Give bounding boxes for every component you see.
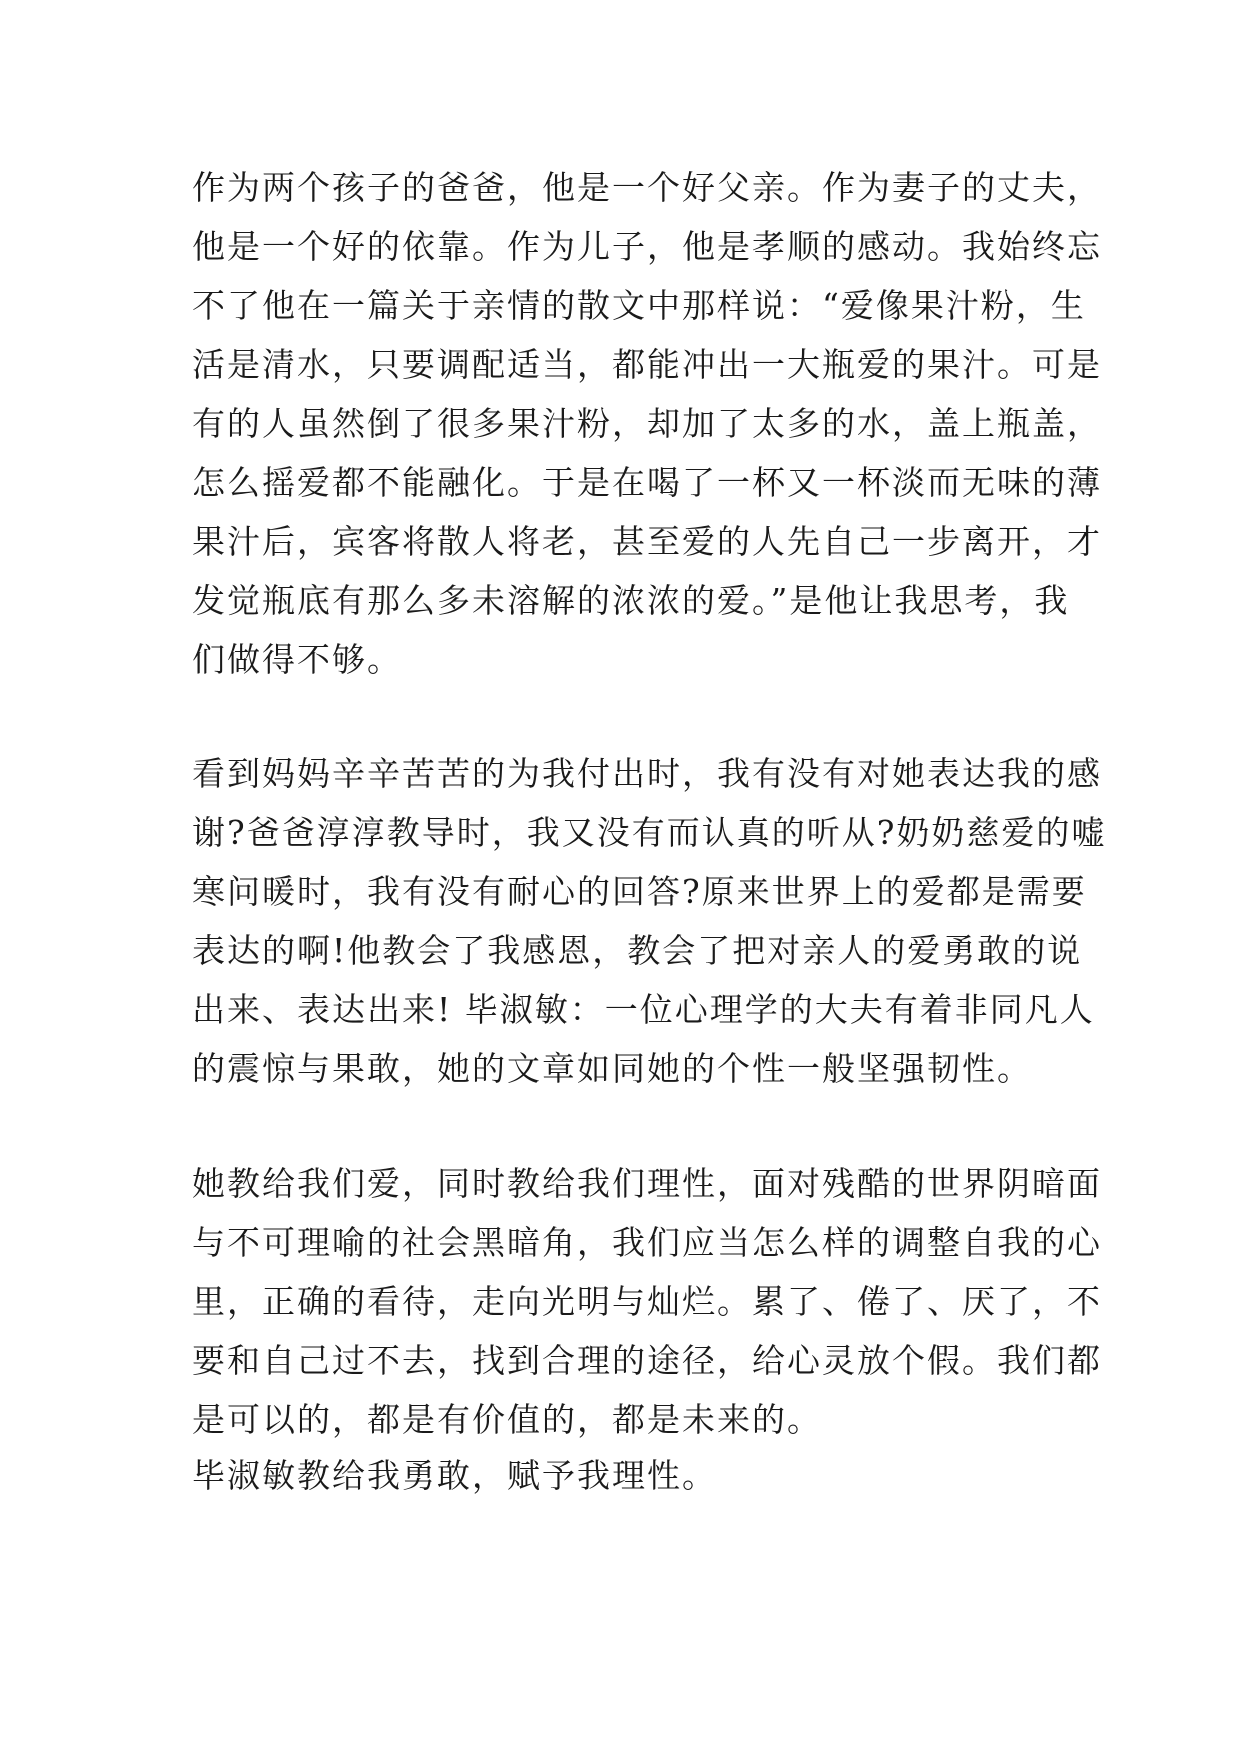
paragraph-4 xyxy=(192,1446,1072,1505)
text-line: 活是清水，只要调配适当，都能冲出一大瓶爱的果汁。可是 xyxy=(192,345,1102,384)
paragraph-1 xyxy=(192,158,1102,689)
text-line: 怎么摇爱都不能融化。于是在喝了一杯又一杯淡而无味的薄 xyxy=(192,463,1102,502)
text-line: 里，正确的看待，走向光明与灿烂。累了、倦了、厌了，不 xyxy=(192,1282,1102,1321)
text-line: 的震惊与果敢，她的文章如同她的个性一般坚强韧性。 xyxy=(192,1049,1032,1088)
text-line: 与不可理喻的社会黑暗角，我们应当怎么样的调整自我的心 xyxy=(192,1223,1102,1262)
text-line: 寒问暖时，我有没有耐心的回答?原来世界上的爱都是需要 xyxy=(192,872,1087,911)
text-line: 他是一个好的依靠。作为儿子，他是孝顺的感动。我始终忘 xyxy=(192,227,1102,266)
paragraph-3 xyxy=(192,1154,1102,1449)
text-line: 她教给我们爱，同时教给我们理性，面对残酷的世界阴暗面 xyxy=(192,1164,1102,1203)
text-line: 作为两个孩子的爸爸，他是一个好父亲。作为妻子的丈夫， xyxy=(192,168,1102,207)
text-line: 们做得不够。 xyxy=(192,640,402,679)
text-line: 不了他在一篇关于亲情的散文中那样说：“爱像果汁粉，生 xyxy=(192,286,1086,325)
text-line: 表达的啊!他教会了我感恩，教会了把对亲人的爱勇敢的说 xyxy=(192,931,1083,970)
text-line: 看到妈妈辛辛苦苦的为我付出时，我有没有对她表达我的感 xyxy=(192,754,1102,793)
text-line: 有的人虽然倒了很多果汁粉，却加了太多的水，盖上瓶盖， xyxy=(192,404,1102,443)
text-line: 要和自己过不去，找到合理的途径，给心灵放个假。我们都 xyxy=(192,1341,1102,1380)
paragraph-2 xyxy=(192,744,1107,1098)
text-line: 是可以的，都是有价值的，都是未来的。 xyxy=(192,1400,822,1439)
text-line: 果汁后，宾客将散人将老，甚至爱的人先自己一步离开，才 xyxy=(192,522,1102,561)
text-line: 谢?爸爸淳淳教导时，我又没有而认真的听从?奶奶慈爱的嘘 xyxy=(192,813,1107,852)
text-line: 发觉瓶底有那么多未溶解的浓浓的爱。”是他让我思考，我 xyxy=(192,581,1070,620)
text-line: 出来、表达出来! 毕淑敏：一位心理学的大夫有着非同凡人 xyxy=(192,990,1095,1029)
text-line: 毕淑敏教给我勇敢，赋予我理性。 xyxy=(192,1456,717,1495)
